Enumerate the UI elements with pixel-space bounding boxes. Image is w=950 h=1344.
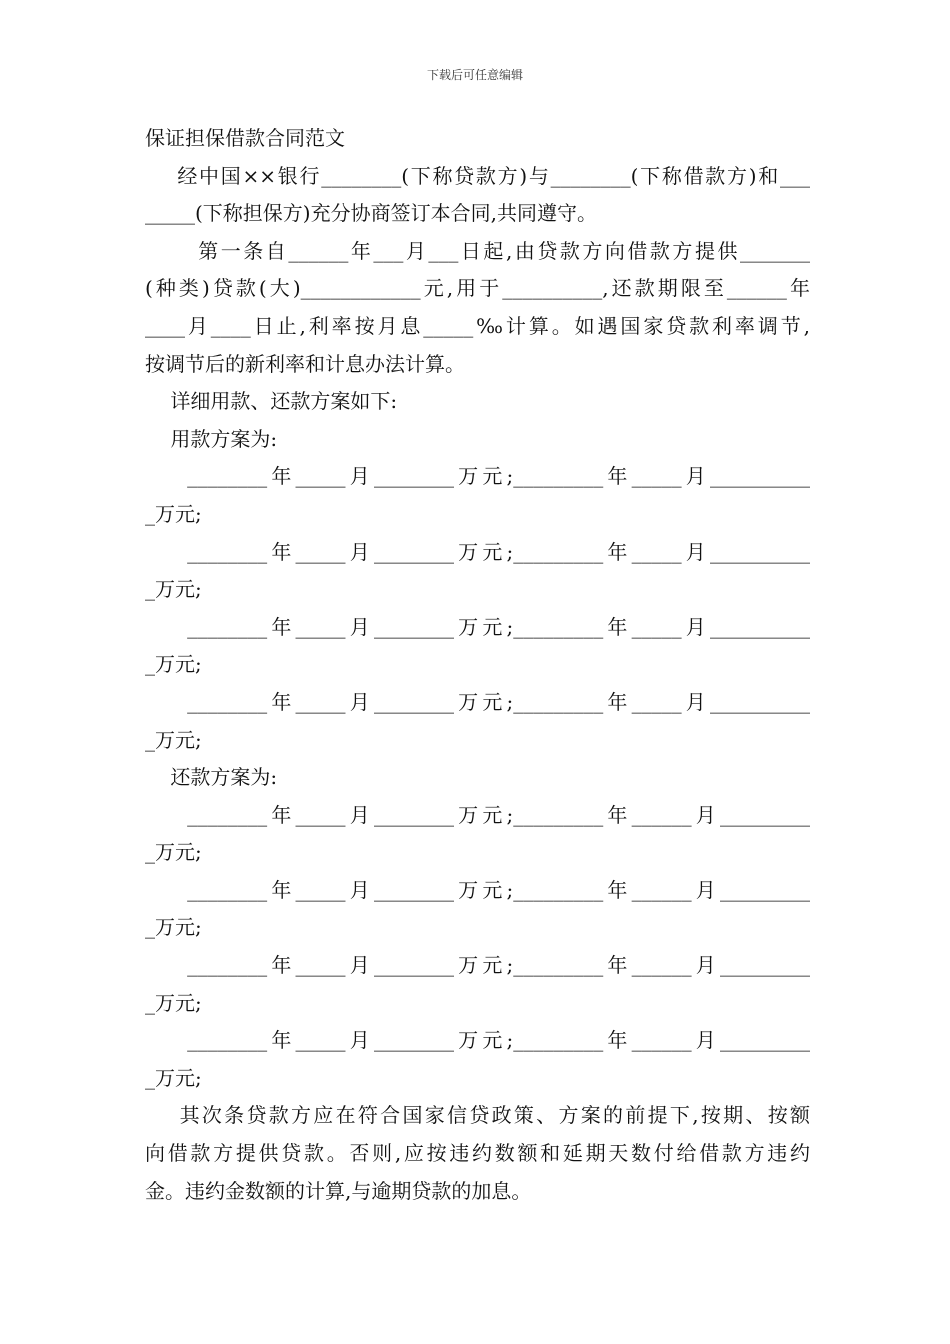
schedule-line: _万元; bbox=[145, 501, 202, 526]
schedule-line: _万元; bbox=[145, 577, 202, 602]
page-header: 下载后可任意编辑 bbox=[426, 68, 523, 82]
schedule-line: ________年_____月________万元;_________年_____月__________ bbox=[145, 614, 810, 639]
schedule-line: ________年_____月________万元;_________年______月_________ bbox=[145, 1028, 810, 1053]
schedule-line: ________年_____月________万元;_________年_____月__________ bbox=[145, 539, 810, 564]
document-title: 保证担保借款合同范文 bbox=[145, 126, 345, 150]
schedule-line: ________年_____月________万元;_________年______月_________ bbox=[145, 802, 810, 827]
paragraph-line: 第一条自______年___月___日起,由贷款方向借款方提供_______ bbox=[145, 238, 810, 263]
schedule-line: _万元; bbox=[145, 840, 202, 865]
schedule-line: _万元; bbox=[145, 1065, 202, 1090]
schedule-line: _万元; bbox=[145, 727, 202, 752]
paragraph-line: (种类)贷款(大)____________元,用于__________,还款期限至______年 bbox=[145, 276, 810, 301]
section-heading: 还款方案为: bbox=[145, 765, 278, 790]
contract-body bbox=[145, 120, 810, 1210]
paragraph-line: 经中国××银行________(下称贷款方)与________(下称借款方)和___ bbox=[145, 163, 810, 188]
schedule-line: _万元; bbox=[145, 652, 202, 677]
schedule-line: _万元; bbox=[145, 915, 202, 940]
schedule-line: ________年_____月________万元;_________年_____月__________ bbox=[145, 689, 810, 714]
schedule-line: _万元; bbox=[145, 990, 202, 1015]
schedule-line: ________年_____月________万元;_________年______月_________ bbox=[145, 877, 810, 902]
paragraph-line: ____月____日止,利率按月息_____‰计算。如遇国家贷款利率调节, bbox=[145, 313, 810, 338]
schedule-line: ________年_____月________万元;_________年_____月__________ bbox=[145, 464, 810, 489]
paragraph-line: 向借款方提供贷款。否则,应按违约数额和延期天数付给借款方违约 bbox=[145, 1141, 810, 1166]
schedule-line: ________年_____月________万元;_________年______月_________ bbox=[145, 953, 810, 978]
paragraph-line: 按调节后的新利率和计息办法计算。 bbox=[145, 351, 465, 376]
paragraph-line: _____(下称担保方)充分协商签订本合同,共同遵守。 bbox=[145, 201, 597, 226]
section-heading: 详细用款、还款方案如下: bbox=[145, 389, 398, 414]
section-heading: 用款方案为: bbox=[145, 426, 278, 451]
paragraph-line: 其次条贷款方应在符合国家信贷政策、方案的前提下,按期、按额 bbox=[145, 1103, 810, 1128]
paragraph-line: 金。违约金数额的计算,与逾期贷款的加息。 bbox=[145, 1178, 532, 1203]
